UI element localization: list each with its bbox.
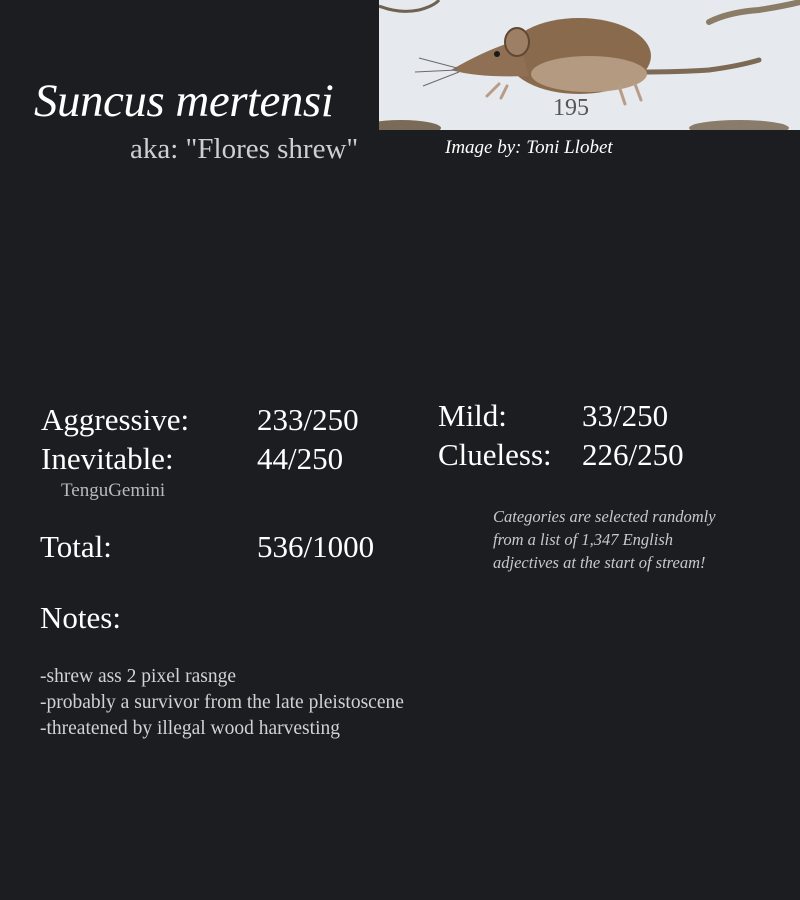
shrew-illustration [379, 0, 800, 130]
category-disclaimer: Categories are selected randomly from a list of 1,347 English adjectives at the start of stream! [493, 507, 716, 572]
note-item: -probably a survivor from the late pleistoscene [40, 692, 404, 713]
stat-value-aggressive: 233/250 [257, 402, 359, 437]
partial-animal-bottom-left [379, 120, 441, 130]
image-credit: Image by: Toni Llobet [445, 137, 613, 158]
stat-label-mild: Mild: [438, 398, 507, 433]
total-label: Total: [40, 529, 112, 564]
shrew-belly [531, 56, 647, 92]
stat-label-inevitable: Inevitable: [41, 441, 174, 476]
plate-number: 195 [553, 95, 589, 121]
contributor-name: TenguGemini [61, 480, 166, 501]
notes-heading: Notes: [40, 600, 121, 635]
notes-list [40, 664, 404, 742]
shrew-tail [639, 60, 759, 72]
shrew-eye [494, 51, 500, 57]
species-title: Suncus mertensi [34, 75, 334, 127]
stat-label-clueless: Clueless: [438, 437, 552, 472]
note-item: -threatened by illegal wood harvesting [40, 718, 340, 739]
stat-label-aggressive: Aggressive: [41, 402, 190, 437]
total-value: 536/1000 [257, 529, 375, 564]
stat-value-clueless: 226/250 [582, 437, 684, 472]
shrew-drawing [379, 0, 800, 130]
partial-animal-bottom-right [689, 120, 789, 130]
note-item: -shrew ass 2 pixel rasnge [40, 666, 237, 687]
partial-animal-right [709, 2, 800, 22]
shrew-whiskers [415, 58, 459, 86]
common-name: aka: "Flores shrew" [130, 133, 359, 165]
partial-animal-left [379, 0, 439, 11]
stat-value-inevitable: 44/250 [257, 441, 344, 476]
stat-value-mild: 33/250 [582, 398, 669, 433]
shrew-ear [505, 28, 529, 56]
